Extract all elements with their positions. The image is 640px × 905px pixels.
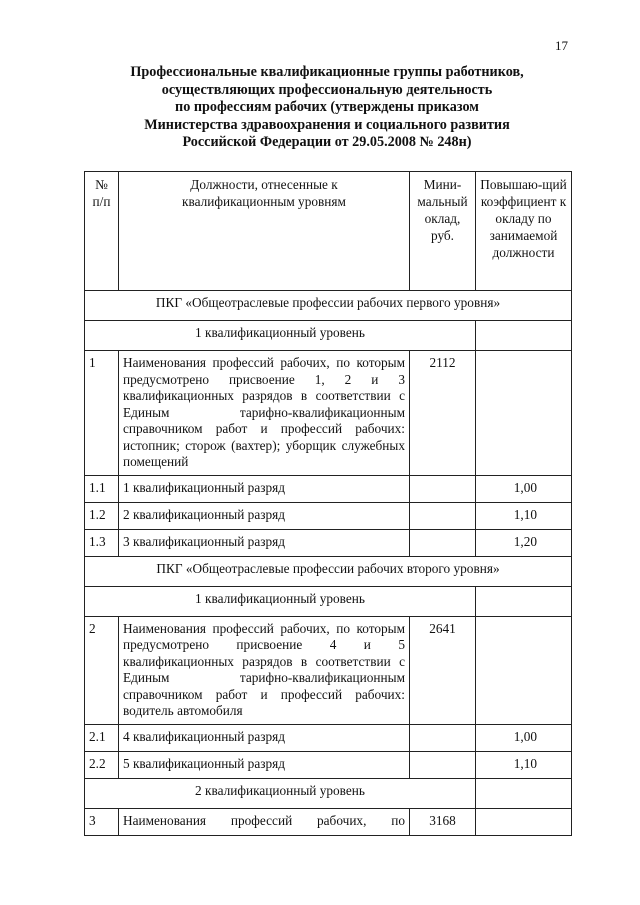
grade-label: 3 квалификационный разряд xyxy=(119,529,410,556)
empty-cell xyxy=(476,778,572,808)
table-row xyxy=(85,291,572,321)
table-row xyxy=(85,351,572,476)
empty-cell xyxy=(476,616,572,724)
header-positions: Должности, отнесенные к квалификационным уровням xyxy=(119,172,410,291)
coefficient-value: 1,10 xyxy=(476,751,572,778)
table-row xyxy=(85,586,572,616)
table-row xyxy=(85,321,572,351)
table-row xyxy=(85,502,572,529)
coefficient-value: 1,20 xyxy=(476,529,572,556)
table-row xyxy=(85,529,572,556)
title-line: Российской Федерации от 29.05.2008 № 248н) xyxy=(182,134,472,150)
position-description: Наименования профессий рабочих, по которым предусмотрено присвоение 1, 2 и 3 квалификационных разрядов в соответствии с Единым тарифно-квалификационным справочником работ и профессий рабочих: истопник; сторож (вахтер); уборщик служебных помещений xyxy=(119,351,410,476)
header-coefficient: Повышаю-щий коэффициент к окладу по занимаемой должности xyxy=(476,172,572,291)
position-description: Наименования профессий рабочих, по xyxy=(119,808,410,835)
title-line: осуществляющих профессиональную деятельность xyxy=(161,81,493,98)
row-number: 2.1 xyxy=(85,724,119,751)
grade-label: 1 квалификационный разряд xyxy=(119,475,410,502)
title-line: по профессиям рабочих (утверждены приказом xyxy=(175,99,479,115)
grade-label: 2 квалификационный разряд xyxy=(119,502,410,529)
document-title xyxy=(84,64,570,152)
empty-cell xyxy=(410,529,476,556)
empty-cell xyxy=(476,808,572,835)
qualification-level-heading: 1 квалификационный уровень xyxy=(85,586,476,616)
coefficient-value: 1,10 xyxy=(476,502,572,529)
row-number: 1 xyxy=(85,351,119,476)
row-number: 1.3 xyxy=(85,529,119,556)
header-num: № п/п xyxy=(85,172,119,291)
salary-value: 2641 xyxy=(410,616,476,724)
page-number: 17 xyxy=(555,38,568,53)
empty-cell xyxy=(410,502,476,529)
pkg-group-heading: ПКГ «Общеотраслевые профессии рабочих второго уровня» xyxy=(85,556,572,586)
header-salary: Мини-мальный оклад, руб. xyxy=(410,172,476,291)
qualification-table xyxy=(84,171,572,836)
empty-cell xyxy=(476,351,572,476)
empty-cell xyxy=(410,475,476,502)
qualification-level-heading: 1 квалификационный уровень xyxy=(85,321,476,351)
position-description: Наименования профессий рабочих, по которым предусмотрено присвоение 4 и 5 квалификационных разрядов в соответствии с Единым тарифно-квалификационным справочником работ и профессий рабочих: водитель автомобиля xyxy=(119,616,410,724)
title-line: Министерства здравоохранения и социального развития xyxy=(144,116,510,133)
empty-cell xyxy=(410,751,476,778)
grade-label: 5 квалификационный разряд xyxy=(119,751,410,778)
title-line: Профессиональные квалификационные группы работников, xyxy=(130,64,524,80)
row-number: 1.1 xyxy=(85,475,119,502)
empty-cell xyxy=(410,724,476,751)
salary-value: 3168 xyxy=(410,808,476,835)
table-row xyxy=(85,475,572,502)
empty-cell xyxy=(476,321,572,351)
row-number: 3 xyxy=(85,808,119,835)
coefficient-value: 1,00 xyxy=(476,475,572,502)
row-number: 2 xyxy=(85,616,119,724)
row-number: 1.2 xyxy=(85,502,119,529)
table-header-row xyxy=(85,172,572,291)
table-row xyxy=(85,556,572,586)
salary-value: 2112 xyxy=(410,351,476,476)
grade-label: 4 квалификационный разряд xyxy=(119,724,410,751)
qualification-level-heading: 2 квалификационный уровень xyxy=(85,778,476,808)
table-row xyxy=(85,808,572,835)
table-row xyxy=(85,778,572,808)
row-number: 2.2 xyxy=(85,751,119,778)
table-row xyxy=(85,751,572,778)
empty-cell xyxy=(476,586,572,616)
table-row xyxy=(85,724,572,751)
table-row xyxy=(85,616,572,724)
coefficient-value: 1,00 xyxy=(476,724,572,751)
pkg-group-heading: ПКГ «Общеотраслевые профессии рабочих первого уровня» xyxy=(85,291,572,321)
